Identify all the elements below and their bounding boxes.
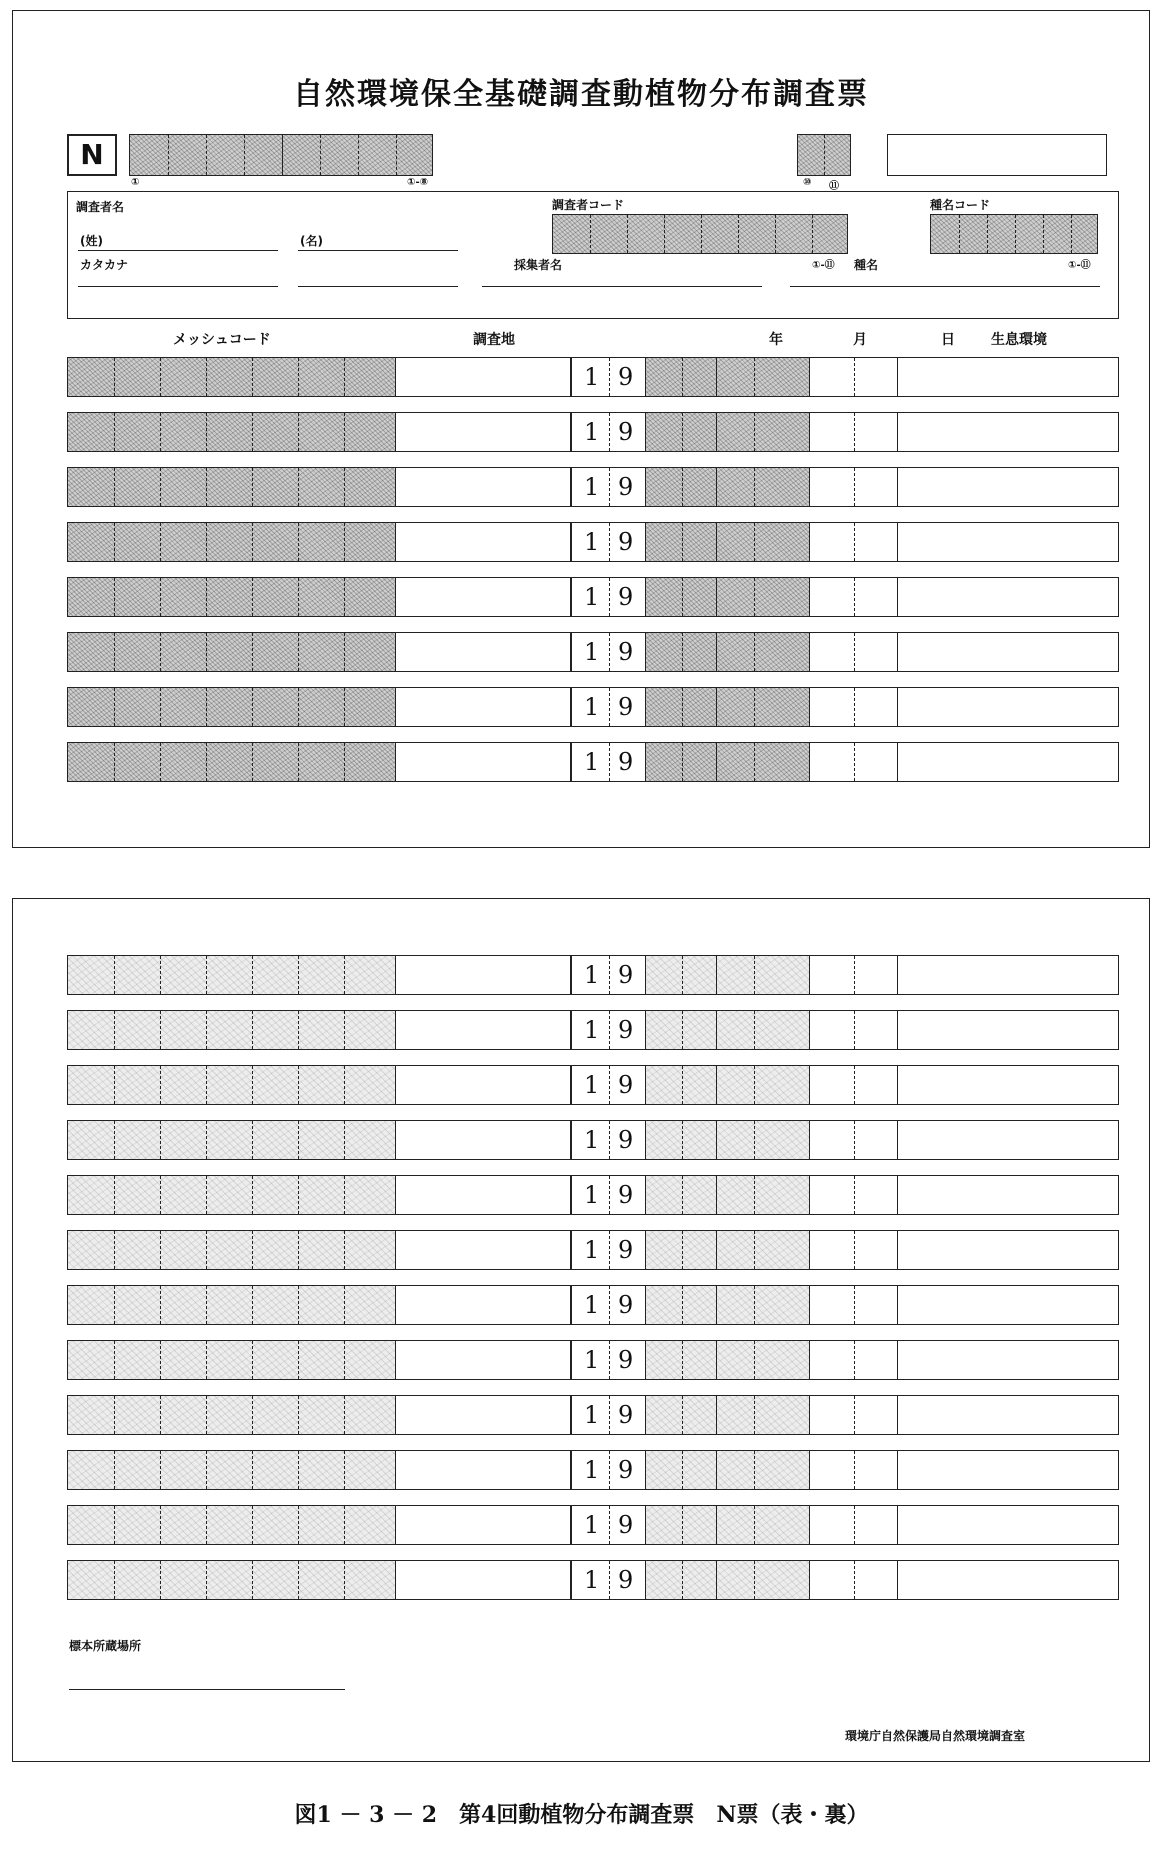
year-digit-1: 1 bbox=[584, 1016, 600, 1044]
habitat-field[interactable] bbox=[897, 1340, 1119, 1380]
year-digit-1: 1 bbox=[584, 583, 600, 611]
year-digit-2: 9 bbox=[618, 1456, 634, 1484]
year-month-field[interactable] bbox=[645, 1560, 811, 1600]
year-month-field[interactable] bbox=[645, 1450, 811, 1490]
place-field[interactable] bbox=[395, 577, 571, 617]
year-digit-1: 1 bbox=[584, 638, 600, 666]
species-code-label: 種名コード bbox=[930, 198, 991, 212]
mesh-code-field[interactable] bbox=[67, 357, 397, 397]
year-digit-1: 1 bbox=[584, 1401, 600, 1429]
year-digit-2: 9 bbox=[618, 638, 634, 666]
place-field[interactable] bbox=[395, 1560, 571, 1600]
figure-caption: 図1 － 3 － 2 第4回動植物分布調査票 N票（表・裏） bbox=[294, 1802, 869, 1828]
code-mark-c: ⑩ bbox=[803, 177, 812, 188]
mesh-code-field[interactable] bbox=[67, 1065, 397, 1105]
habitat-field[interactable] bbox=[897, 687, 1119, 727]
year-prefix bbox=[571, 632, 647, 672]
day-field[interactable] bbox=[809, 1340, 899, 1380]
form-title: 自然環境保全基礎調査動植物分布調査票 bbox=[293, 77, 869, 112]
surname-label: (姓) bbox=[80, 234, 103, 248]
place-field[interactable] bbox=[395, 687, 571, 727]
specimen-location-label: 標本所蔵場所 bbox=[69, 1639, 142, 1653]
year-month-field[interactable] bbox=[645, 1505, 811, 1545]
year-month-field[interactable] bbox=[645, 1175, 811, 1215]
day-field[interactable] bbox=[809, 1175, 899, 1215]
year-month-field[interactable] bbox=[645, 577, 811, 617]
day-field[interactable] bbox=[809, 577, 899, 617]
day-field[interactable] bbox=[809, 1505, 899, 1545]
header-mesh: メッシュコード bbox=[173, 332, 271, 348]
year-digit-2: 9 bbox=[618, 961, 634, 989]
year-digit-1: 1 bbox=[584, 1511, 600, 1539]
habitat-field[interactable] bbox=[897, 577, 1119, 617]
year-month-field[interactable] bbox=[645, 357, 811, 397]
year-month-field[interactable] bbox=[645, 1010, 811, 1050]
day-field[interactable] bbox=[809, 412, 899, 452]
habitat-field[interactable] bbox=[897, 522, 1119, 562]
year-digit-1: 1 bbox=[584, 1566, 600, 1594]
place-field[interactable] bbox=[395, 742, 571, 782]
place-field[interactable] bbox=[395, 1340, 571, 1380]
year-prefix bbox=[571, 687, 647, 727]
header-day: 日 bbox=[941, 332, 955, 348]
year-digit-2: 9 bbox=[618, 748, 634, 776]
year-month-field[interactable] bbox=[645, 632, 811, 672]
record-row bbox=[67, 632, 1119, 672]
card-number-field[interactable] bbox=[129, 134, 433, 176]
habitat-field[interactable] bbox=[897, 1395, 1119, 1435]
record-row bbox=[67, 1120, 1119, 1160]
mesh-code-field[interactable] bbox=[67, 577, 397, 617]
year-prefix bbox=[571, 1010, 647, 1050]
mesh-code-field[interactable] bbox=[67, 412, 397, 452]
record-row bbox=[67, 1395, 1119, 1435]
habitat-field[interactable] bbox=[897, 1285, 1119, 1325]
header-year: 年 bbox=[769, 332, 783, 348]
surname-line[interactable] bbox=[78, 250, 278, 251]
habitat-field[interactable] bbox=[897, 412, 1119, 452]
year-digit-2: 9 bbox=[618, 1346, 634, 1374]
year-month-field[interactable] bbox=[645, 1340, 811, 1380]
record-row bbox=[67, 467, 1119, 507]
habitat-field[interactable] bbox=[897, 467, 1119, 507]
year-digit-2: 9 bbox=[618, 1126, 634, 1154]
mesh-code-field[interactable] bbox=[67, 1450, 397, 1490]
place-field[interactable] bbox=[395, 1010, 571, 1050]
place-field[interactable] bbox=[395, 412, 571, 452]
place-field[interactable] bbox=[395, 1120, 571, 1160]
year-prefix bbox=[571, 467, 647, 507]
year-prefix bbox=[571, 1505, 647, 1545]
record-row bbox=[67, 357, 1119, 397]
year-digit-1: 1 bbox=[584, 1071, 600, 1099]
species-code-range: ①-⑪ bbox=[1068, 260, 1091, 271]
day-field[interactable] bbox=[809, 632, 899, 672]
year-month-field[interactable] bbox=[645, 1120, 811, 1160]
code-mark-d: ⑪ bbox=[829, 181, 839, 192]
investigator-code-label: 調査者コード bbox=[552, 198, 625, 212]
mesh-code-field[interactable] bbox=[67, 522, 397, 562]
form-front-panel bbox=[12, 10, 1150, 848]
year-digit-2: 9 bbox=[618, 1291, 634, 1319]
record-row bbox=[67, 1010, 1119, 1050]
investigator-code-range: ①-⑪ bbox=[812, 260, 835, 271]
species-code-field[interactable] bbox=[930, 214, 1098, 254]
mesh-code-field[interactable] bbox=[67, 1175, 397, 1215]
form-type-box: N bbox=[67, 134, 117, 176]
form-back-panel bbox=[12, 898, 1150, 1762]
year-prefix bbox=[571, 1175, 647, 1215]
habitat-field[interactable] bbox=[897, 357, 1119, 397]
year-digit-1: 1 bbox=[584, 961, 600, 989]
mesh-code-field[interactable] bbox=[67, 1560, 397, 1600]
given-label: (名) bbox=[300, 234, 323, 248]
year-digit-1: 1 bbox=[584, 363, 600, 391]
record-row bbox=[67, 1560, 1119, 1600]
habitat-field[interactable] bbox=[897, 1560, 1119, 1600]
year-digit-1: 1 bbox=[584, 748, 600, 776]
year-digit-1: 1 bbox=[584, 473, 600, 501]
year-prefix bbox=[571, 412, 647, 452]
record-row bbox=[67, 1065, 1119, 1105]
year-digit-1: 1 bbox=[584, 528, 600, 556]
habitat-field[interactable] bbox=[897, 632, 1119, 672]
year-prefix bbox=[571, 1230, 647, 1270]
year-prefix bbox=[571, 577, 647, 617]
day-field[interactable] bbox=[809, 1230, 899, 1270]
record-row bbox=[67, 577, 1119, 617]
record-row bbox=[67, 955, 1119, 995]
year-month-field[interactable] bbox=[645, 955, 811, 995]
year-digit-2: 9 bbox=[618, 583, 634, 611]
year-month-field[interactable] bbox=[645, 522, 811, 562]
investigator-info-box bbox=[67, 191, 1119, 319]
mesh-code-field[interactable] bbox=[67, 1505, 397, 1545]
collector-line-3[interactable] bbox=[482, 286, 762, 287]
code-mark-a: ① bbox=[131, 177, 140, 188]
year-month-field[interactable] bbox=[645, 1230, 811, 1270]
sheet-number-field[interactable] bbox=[797, 134, 851, 176]
mesh-code-field[interactable] bbox=[67, 1340, 397, 1380]
mesh-code-field[interactable] bbox=[67, 1395, 397, 1435]
year-prefix bbox=[571, 1340, 647, 1380]
year-digit-2: 9 bbox=[618, 528, 634, 556]
mesh-code-field[interactable] bbox=[67, 742, 397, 782]
record-row bbox=[67, 687, 1119, 727]
year-digit-2: 9 bbox=[618, 1236, 634, 1264]
record-row bbox=[67, 1230, 1119, 1270]
year-prefix bbox=[571, 522, 647, 562]
record-row bbox=[67, 1340, 1119, 1380]
mesh-code-field[interactable] bbox=[67, 467, 397, 507]
year-prefix bbox=[571, 955, 647, 995]
year-digit-1: 1 bbox=[584, 1236, 600, 1264]
year-digit-1: 1 bbox=[584, 1181, 600, 1209]
mesh-code-field[interactable] bbox=[67, 1120, 397, 1160]
reference-field[interactable] bbox=[887, 134, 1107, 176]
year-month-field[interactable] bbox=[645, 687, 811, 727]
day-field[interactable] bbox=[809, 522, 899, 562]
day-field[interactable] bbox=[809, 687, 899, 727]
day-field[interactable] bbox=[809, 467, 899, 507]
year-digit-1: 1 bbox=[584, 1456, 600, 1484]
record-row bbox=[67, 1505, 1119, 1545]
record-row bbox=[67, 522, 1119, 562]
species-label: 種名 bbox=[854, 258, 879, 272]
year-prefix bbox=[571, 1065, 647, 1105]
year-month-field[interactable] bbox=[645, 467, 811, 507]
year-month-field[interactable] bbox=[645, 1065, 811, 1105]
habitat-field[interactable] bbox=[897, 1175, 1119, 1215]
habitat-field[interactable] bbox=[897, 742, 1119, 782]
year-digit-2: 9 bbox=[618, 1071, 634, 1099]
year-month-field[interactable] bbox=[645, 1285, 811, 1325]
year-digit-1: 1 bbox=[584, 418, 600, 446]
day-field[interactable] bbox=[809, 1285, 899, 1325]
office-label: 環境庁自然保護局自然環境調査室 bbox=[845, 1729, 1026, 1743]
place-field[interactable] bbox=[395, 1065, 571, 1105]
katakana-label: カタカナ bbox=[80, 258, 129, 272]
year-digit-1: 1 bbox=[584, 1346, 600, 1374]
year-month-field[interactable] bbox=[645, 412, 811, 452]
header-place: 調査地 bbox=[473, 332, 515, 348]
record-row bbox=[67, 742, 1119, 782]
year-prefix bbox=[571, 1395, 647, 1435]
record-row bbox=[67, 412, 1119, 452]
habitat-field[interactable] bbox=[897, 1010, 1119, 1050]
year-digit-2: 9 bbox=[618, 1566, 634, 1594]
habitat-field[interactable] bbox=[897, 1230, 1119, 1270]
day-field[interactable] bbox=[809, 1560, 899, 1600]
place-field[interactable] bbox=[395, 357, 571, 397]
place-field[interactable] bbox=[395, 467, 571, 507]
year-month-field[interactable] bbox=[645, 742, 811, 782]
day-field[interactable] bbox=[809, 742, 899, 782]
year-prefix bbox=[571, 357, 647, 397]
year-digit-2: 9 bbox=[618, 1511, 634, 1539]
habitat-field[interactable] bbox=[897, 1065, 1119, 1105]
habitat-field[interactable] bbox=[897, 1120, 1119, 1160]
place-field[interactable] bbox=[395, 1505, 571, 1545]
year-digit-2: 9 bbox=[618, 1181, 634, 1209]
habitat-field[interactable] bbox=[897, 1450, 1119, 1490]
code-mark-b: ①-⑧ bbox=[407, 177, 429, 188]
habitat-field[interactable] bbox=[897, 1505, 1119, 1545]
header-month: 月 bbox=[853, 332, 867, 348]
place-field[interactable] bbox=[395, 955, 571, 995]
day-field[interactable] bbox=[809, 1065, 899, 1105]
collector-line-2[interactable] bbox=[298, 286, 458, 287]
year-prefix bbox=[571, 1560, 647, 1600]
mesh-code-field[interactable] bbox=[67, 632, 397, 672]
year-digit-2: 9 bbox=[618, 418, 634, 446]
day-field[interactable] bbox=[809, 1120, 899, 1160]
record-row bbox=[67, 1175, 1119, 1215]
investigator-label: 調査者名 bbox=[76, 200, 125, 214]
day-field[interactable] bbox=[809, 1450, 899, 1490]
year-digit-2: 9 bbox=[618, 473, 634, 501]
year-digit-1: 1 bbox=[584, 1291, 600, 1319]
day-field[interactable] bbox=[809, 1010, 899, 1050]
habitat-field[interactable] bbox=[897, 955, 1119, 995]
place-field[interactable] bbox=[395, 632, 571, 672]
place-field[interactable] bbox=[395, 1395, 571, 1435]
year-prefix bbox=[571, 742, 647, 782]
given-line[interactable] bbox=[298, 250, 458, 251]
mesh-code-field[interactable] bbox=[67, 1285, 397, 1325]
year-prefix bbox=[571, 1450, 647, 1490]
year-digit-2: 9 bbox=[618, 693, 634, 721]
mesh-code-field[interactable] bbox=[67, 1230, 397, 1270]
year-prefix bbox=[571, 1285, 647, 1325]
year-prefix bbox=[571, 1120, 647, 1160]
record-row bbox=[67, 1285, 1119, 1325]
investigator-code-field[interactable] bbox=[552, 214, 848, 254]
collector-label: 採集者名 bbox=[514, 258, 563, 272]
year-digit-2: 9 bbox=[618, 363, 634, 391]
species-line[interactable] bbox=[790, 286, 1100, 287]
mesh-code-field[interactable] bbox=[67, 955, 397, 995]
year-digit-2: 9 bbox=[618, 1016, 634, 1044]
place-field[interactable] bbox=[395, 522, 571, 562]
year-digit-2: 9 bbox=[618, 1401, 634, 1429]
place-field[interactable] bbox=[395, 1175, 571, 1215]
place-field[interactable] bbox=[395, 1285, 571, 1325]
place-field[interactable] bbox=[395, 1230, 571, 1270]
specimen-location-line[interactable] bbox=[69, 1689, 345, 1690]
year-digit-1: 1 bbox=[584, 693, 600, 721]
year-month-field[interactable] bbox=[645, 1395, 811, 1435]
header-env: 生息環境 bbox=[991, 332, 1047, 348]
place-field[interactable] bbox=[395, 1450, 571, 1490]
mesh-code-field[interactable] bbox=[67, 687, 397, 727]
day-field[interactable] bbox=[809, 1395, 899, 1435]
record-row bbox=[67, 1450, 1119, 1490]
collector-line-1[interactable] bbox=[78, 286, 278, 287]
day-field[interactable] bbox=[809, 357, 899, 397]
year-digit-1: 1 bbox=[584, 1126, 600, 1154]
day-field[interactable] bbox=[809, 955, 899, 995]
mesh-code-field[interactable] bbox=[67, 1010, 397, 1050]
